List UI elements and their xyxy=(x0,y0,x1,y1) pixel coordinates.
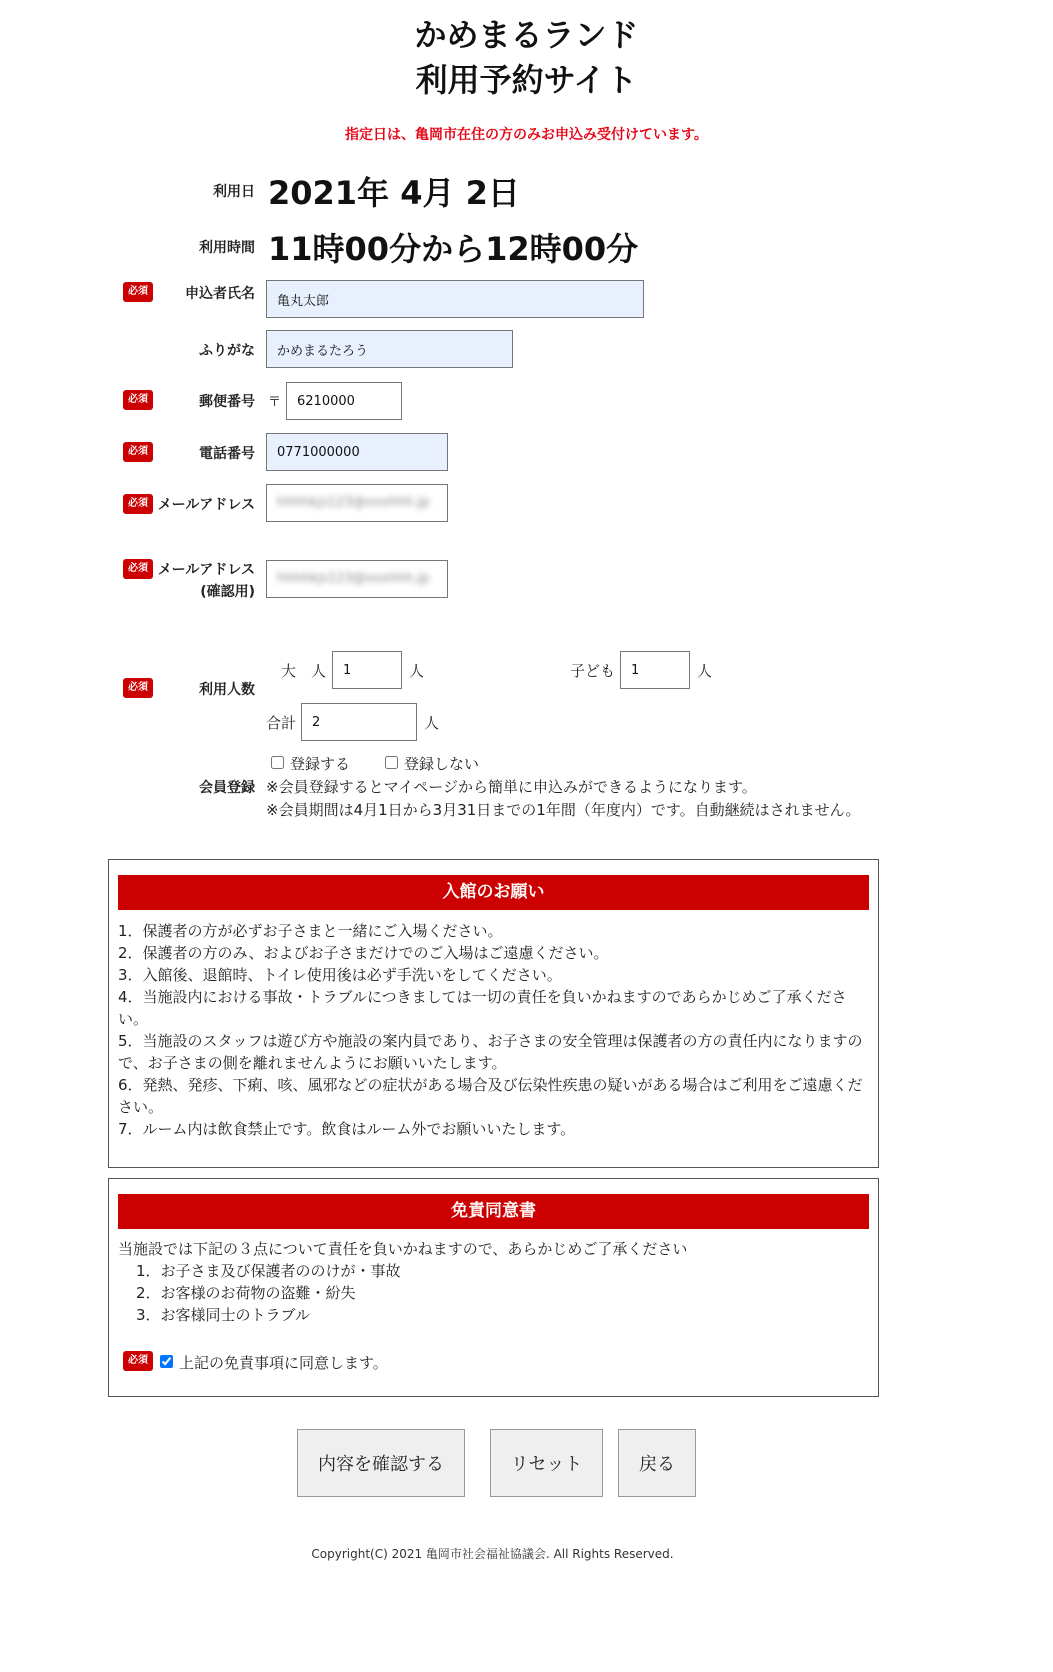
disclaimer-box xyxy=(108,1178,879,1397)
register-checkbox[interactable] xyxy=(271,756,284,769)
email-label: メールアドレス xyxy=(157,497,255,513)
no-register-checkbox[interactable] xyxy=(385,756,398,769)
total-label: 合計 xyxy=(266,714,297,732)
list-item: 3．お客様同士のトラブル xyxy=(136,1306,310,1324)
date-value: 2021年 4月 2日 xyxy=(268,174,520,212)
time-label: 利用時間 xyxy=(199,240,255,256)
member-note-2: ※会員期間は4月1日から3月31日までの1年間（年度内）です。自動継続はされません。 xyxy=(266,801,861,819)
list-item: 2．保護者の方のみ、およびお子さまだけでのご入場はご遠慮ください。 xyxy=(118,944,609,962)
time-value: 11時00分から12時00分 xyxy=(268,230,639,268)
phone-label: 電話番号 xyxy=(199,446,255,462)
list-item: 6．発熱、発疹、下痢、咳、風邪などの症状がある場合及び伝染性疾患の疑いがある場合はご利用をご遠慮ください。 xyxy=(118,1076,863,1116)
register-label: 登録する xyxy=(290,755,351,773)
child-label: 子ども xyxy=(570,662,616,680)
email-value: hhhhkjs123@xxxhhh.jp xyxy=(277,495,430,510)
phone-input[interactable] xyxy=(266,433,448,471)
adult-label: 大 人 xyxy=(281,662,327,680)
list-item: 2．お客様のお荷物の盗難・紛失 xyxy=(136,1284,356,1302)
list-item: 1．お子さま及び保護者ののけが・事故 xyxy=(136,1262,401,1280)
email-confirm-label: メールアドレス xyxy=(157,562,255,578)
list-item: 1．保護者の方が必ずお子さまと一緒にご入場ください。 xyxy=(118,922,503,940)
postal-label: 郵便番号 xyxy=(199,394,255,410)
disclaimer-title: 免責同意書 xyxy=(118,1194,869,1229)
postal-mark: 〒 xyxy=(268,395,282,410)
entry-rules-box xyxy=(108,859,879,1168)
member-note-1: ※会員登録するとマイページから簡単に申込みができるようになります。 xyxy=(266,778,757,796)
child-unit: 人 xyxy=(697,662,713,680)
list-item: 5．当施設のスタッフは遊び方や施設の案内員であり、お子さまの安全管理は保護者の方の責任内になりますので、お子さまの側を離れませんようにお願いいたします。 xyxy=(118,1032,863,1072)
child-count-input[interactable] xyxy=(620,651,690,689)
furigana-label: ふりがな xyxy=(199,343,255,359)
reset-button[interactable]: リセット xyxy=(490,1429,603,1497)
email-confirm-value: hhhhkjs123@xxxhhh.jp xyxy=(277,571,430,586)
required-badge: 必須 xyxy=(123,494,153,514)
disclaimer-intro: 当施設では下記の３点について責任を負いかねますので、あらかじめご了承ください xyxy=(118,1240,688,1258)
list-item: 4．当施設内における事故・トラブルにつきましては一切の責任を負いかねますのであらかじめご了承ください。 xyxy=(118,988,847,1028)
required-badge: 必須 xyxy=(123,390,153,410)
email-confirm-sublabel: (確認用) xyxy=(200,584,255,600)
list-item: 7．ルーム内は飲食禁止です。飲食はルーム外でお願いいたします。 xyxy=(118,1120,576,1138)
resident-notice: 指定日は、亀岡市在住の方のみお申込み受付けています。 xyxy=(345,127,708,143)
postal-code-input[interactable] xyxy=(286,382,402,420)
entry-rules-title: 入館のお願い xyxy=(118,875,869,910)
required-badge: 必須 xyxy=(123,678,153,698)
date-label: 利用日 xyxy=(213,184,255,200)
email-input[interactable] xyxy=(266,484,448,522)
site-title-line1: かめまるランド xyxy=(414,16,639,54)
adult-count-input[interactable] xyxy=(332,651,402,689)
back-button[interactable]: 戻る xyxy=(618,1429,696,1497)
total-count-input[interactable] xyxy=(301,703,417,741)
footer-copyright: Copyright(C) 2021 亀岡市社会福祉協議会. All Rights Reserved. xyxy=(311,1547,674,1561)
agree-label: 上記の免責事項に同意します。 xyxy=(179,1354,388,1372)
agree-checkbox[interactable] xyxy=(160,1355,173,1368)
people-label: 利用人数 xyxy=(199,682,255,698)
member-label: 会員登録 xyxy=(199,780,255,796)
name-input[interactable] xyxy=(266,280,644,318)
entry-rules-list xyxy=(118,920,873,1140)
no-register-label: 登録しない xyxy=(404,755,480,773)
required-badge: 必須 xyxy=(123,559,153,579)
total-unit: 人 xyxy=(424,714,440,732)
site-title-line2: 利用予約サイト xyxy=(415,61,638,99)
furigana-input[interactable] xyxy=(266,330,513,368)
disclaimer-content xyxy=(118,1238,873,1326)
list-item: 3．入館後、退館時、トイレ使用後は必ず手洗いをしてください。 xyxy=(118,966,562,984)
email-confirm-input[interactable] xyxy=(266,560,448,598)
name-label: 申込者氏名 xyxy=(185,286,255,302)
required-badge: 必須 xyxy=(123,1351,153,1371)
required-badge: 必須 xyxy=(123,282,153,302)
confirm-button[interactable]: 内容を確認する xyxy=(297,1429,465,1497)
required-badge: 必須 xyxy=(123,442,153,462)
adult-unit: 人 xyxy=(409,662,425,680)
